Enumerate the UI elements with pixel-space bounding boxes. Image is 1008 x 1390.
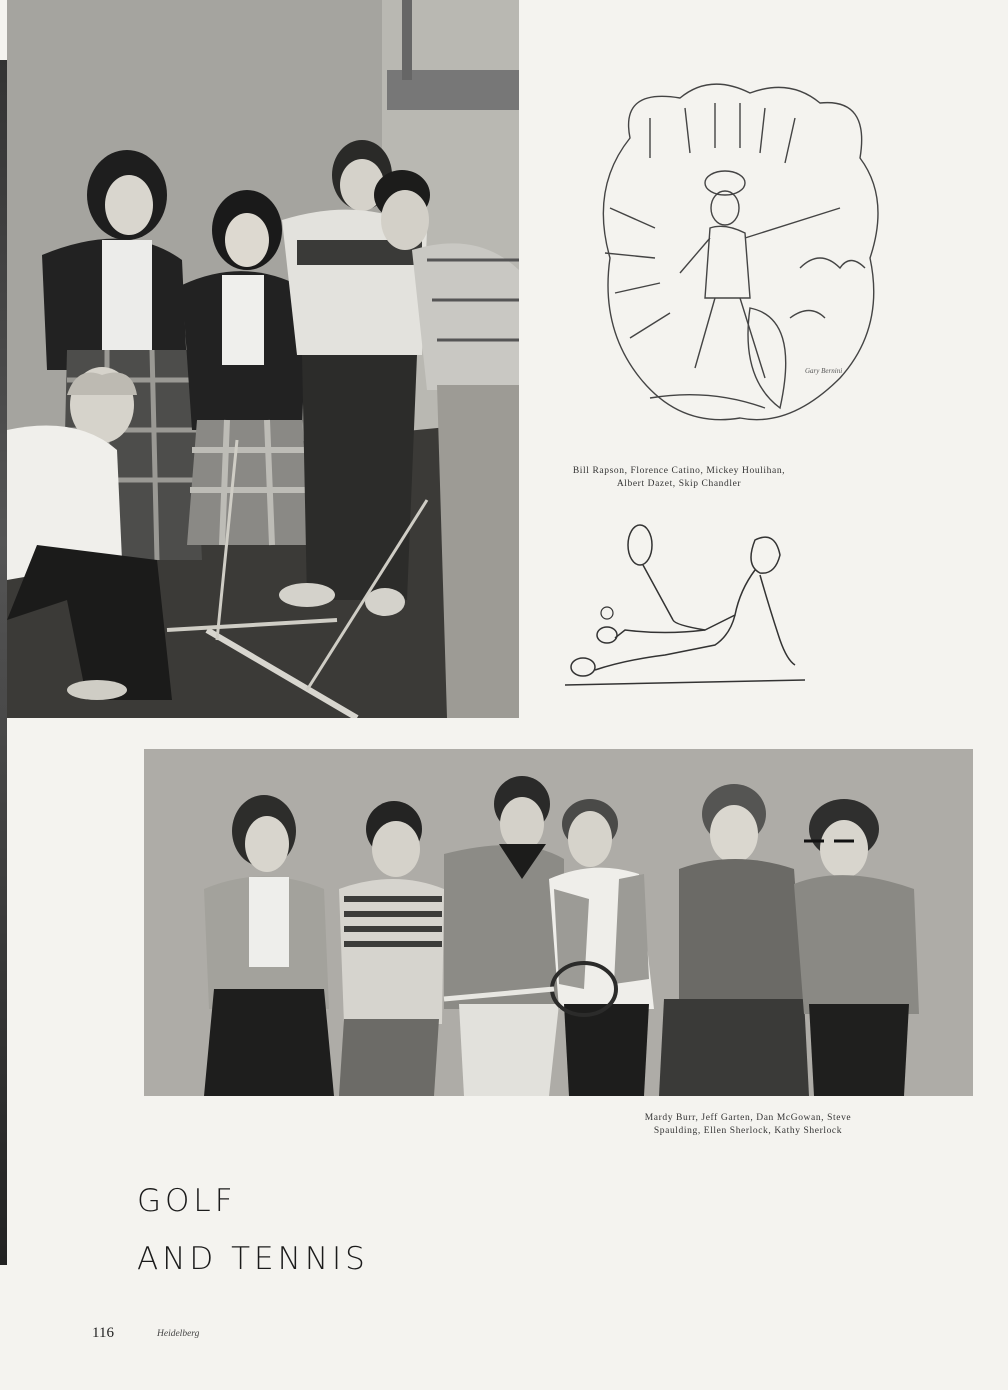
page-heading [137,1172,369,1288]
golf-caption [530,465,828,491]
page-number: 116 [92,1325,114,1341]
svg-text:Gary Bernini: Gary Bernini [805,367,843,375]
tennis-caption-line-1: Mardy Burr, Jeff Garten, Dan McGowan, Steve [644,1113,852,1123]
tennis-caption [598,1112,898,1138]
golf-caption-line-1: Bill Rapson, Florence Catino, Mickey Houlihan, [572,466,786,476]
publication-name: Heidelberg [157,1329,200,1339]
golf-team-photo [7,0,519,718]
tennis-cartoon-illustration [555,520,825,690]
tennis-team-photo [144,749,973,1096]
heading-line-2: AND TENNIS [137,1241,369,1277]
tennis-caption-line-2: Spaulding, Ellen Sherlock, Kathy Sherlock [653,1126,843,1136]
golf-cartoon-illustration [590,78,890,440]
heading-line-1: GOLF [137,1183,237,1219]
golf-caption-line-2: Albert Dazet, Skip Chandler [616,479,742,489]
page-binding-edge [0,60,7,1265]
